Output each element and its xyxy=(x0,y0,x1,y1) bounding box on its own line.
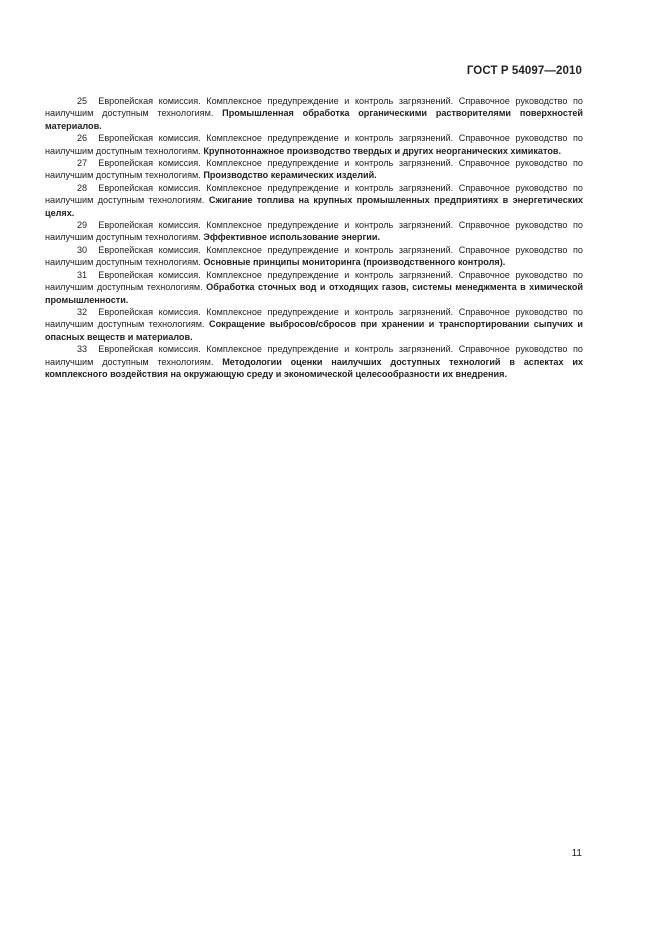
bibliography-entry xyxy=(45,343,583,380)
entry-lead-text: Европейская комиссия. Комплексное предупреждение и контроль загрязнений. Справочное руководство по наилучшим доступным технологиям. xyxy=(45,158,583,181)
entry-number: 26 xyxy=(77,133,88,144)
entry-title: Производство керамических изделий. xyxy=(203,170,377,181)
entry-title: Крупнотоннажное производство твердых и других неорганических химикатов. xyxy=(203,145,561,156)
bibliography-entry xyxy=(45,306,583,343)
bibliography-entry xyxy=(45,132,583,157)
entry-lead-text: Европейская комиссия. Комплексное предупреждение и контроль загрязнений. Справочное руководство по наилучшим доступным технологиям. xyxy=(45,306,583,330)
entry-number: 28 xyxy=(77,182,88,193)
bibliography-entry xyxy=(45,219,583,244)
entry-number: 27 xyxy=(77,158,88,169)
entry-lead-text: Европейская комиссия. Комплексное предупреждение и контроль загрязнений. Справочное руководство по наилучшим доступным технологиям. xyxy=(45,344,583,367)
bibliography-entry xyxy=(45,157,583,182)
entry-number: 25 xyxy=(77,96,88,106)
entry-number: 32 xyxy=(77,306,88,317)
entry-title: Сжигание топлива на крупных промышленных предприятиях в энергетических целях. xyxy=(45,195,583,218)
entry-title: Промышленная обработка органическими растворителями поверхностей материалов. xyxy=(45,108,583,131)
entry-lead-text: Европейская комиссия. Комплексное предупреждение и контроль загрязнений. Справочное руководство по наилучшим доступным технологиям. xyxy=(45,133,583,156)
entry-title: Обработка сточных вод и отходящих газов, системы менеджмента в химической промышленности. xyxy=(45,282,583,305)
entry-title: Методологии оценки наилучших доступных технологий в аспектах их комплексного воздействия на окружающую среду и экономической целесообразности их внедрения. xyxy=(45,356,583,379)
bibliography-entry xyxy=(45,95,583,132)
document-code-header: ГОСТ Р 54097—2010 xyxy=(466,65,582,77)
bibliography-entry xyxy=(45,182,583,219)
entry-title: Основные принципы мониторинга (производственного контроля). xyxy=(203,257,506,268)
entry-number: 31 xyxy=(77,269,88,280)
entry-number: 30 xyxy=(77,244,88,255)
page-number: 11 xyxy=(571,848,582,859)
entry-lead-text: Европейская комиссия. Комплексное предупреждение и контроль загрязнений. Справочное руководство по наилучшим доступным технологиям. xyxy=(45,269,583,293)
entry-lead-text: Европейская комиссия. Комплексное предупреждение и контроль загрязнений. Справочное руководство по наилучшим доступным технологиям. xyxy=(45,220,583,243)
entry-lead-text: Европейская комиссия. Комплексное предупреждение и контроль загрязнений. Справочное руководство по наилучшим доступным технологиям. xyxy=(45,96,583,119)
entry-number: 33 xyxy=(77,344,88,355)
bibliography-entry xyxy=(45,244,583,269)
bibliography-list xyxy=(45,95,583,380)
bibliography-entry xyxy=(45,269,583,306)
entry-title: Эффективное использование энергии. xyxy=(203,232,380,243)
entry-title: Сокращение выбросов/сбросов при хранении и транспортировании сыпучих и опасных веществ и материалов. xyxy=(45,319,583,342)
entry-lead-text: Европейская комиссия. Комплексное предупреждение и контроль загрязнений. Справочное руководство по наилучшим доступным технологиям. xyxy=(45,182,583,206)
entry-lead-text: Европейская комиссия. Комплексное предупреждение и контроль загрязнений. Справочное руководство по наилучшим доступным технологиям. xyxy=(45,244,583,268)
entry-number: 29 xyxy=(77,220,88,231)
